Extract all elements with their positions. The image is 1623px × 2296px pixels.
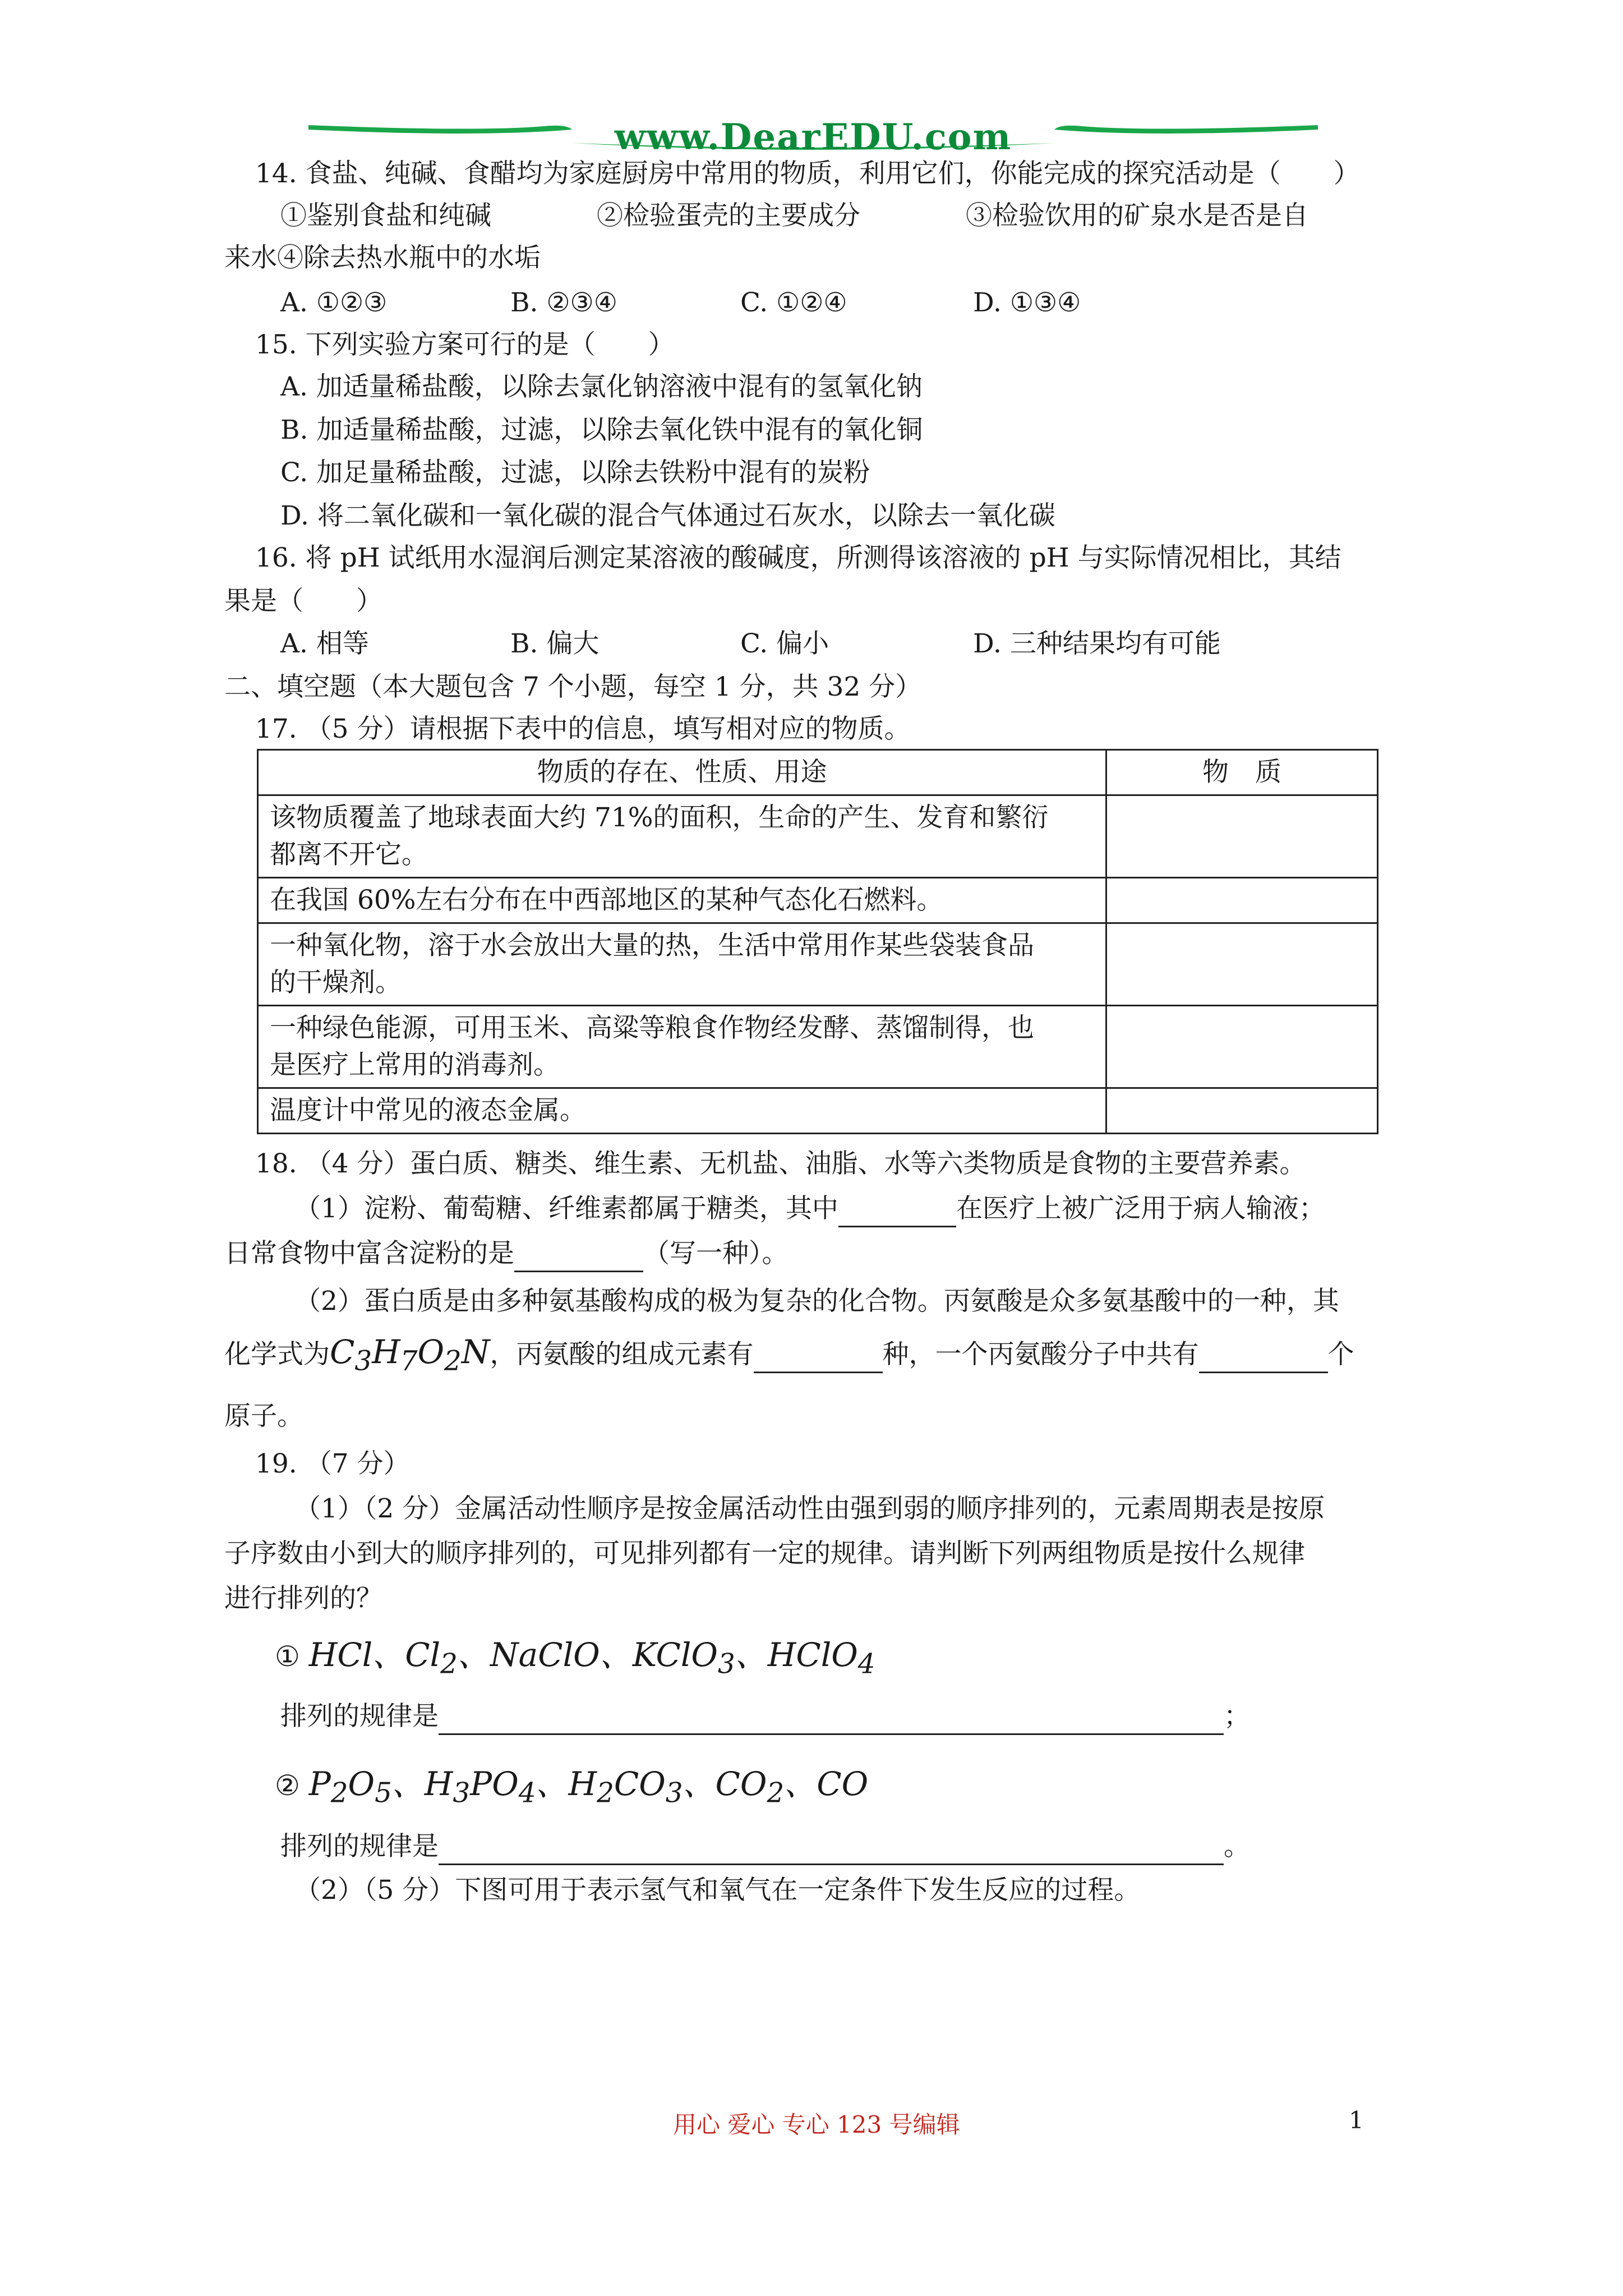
q18-p1-text: （写一种）。 — [643, 1238, 789, 1269]
q17-table — [257, 749, 1378, 1134]
q18-stem: 18. （4 分）蛋白质、糖类、维生素、无机盐、油脂、水等六类物质是食物的主要营养素。 — [255, 1148, 1306, 1179]
formula-sequence-2: $P_2O_5$、$H_3PO_4$、$H_2CO_3$、$CO_2$、CO — [308, 1765, 869, 1809]
desc-line: 是医疗上常用的消毒剂。 — [270, 1050, 560, 1080]
q15-option-b: B. 加适量稀盐酸，过滤，以除去氧化铁中混有的氧化铜 — [280, 415, 923, 445]
rule-line-2 — [280, 1830, 1250, 1865]
table-header-row — [258, 750, 1378, 795]
site-header-logo — [308, 109, 1318, 160]
desc-line: 一种绿色能源，可用玉米、高粱等粮食作物经发酵、蒸馏制得，也 — [270, 1013, 1034, 1043]
q18-p2-text: ，丙氨酸的组成元素有 — [490, 1339, 754, 1370]
q19-part1-line1: （1）（2 分）金属活动性顺序是按金属活动性由强到弱的顺序排列的，元素周期表是按原 — [294, 1493, 1325, 1524]
table-cell-answer[interactable] — [1106, 1088, 1378, 1134]
table-row — [258, 795, 1378, 878]
table-cell-answer[interactable] — [1106, 1006, 1378, 1088]
table-cell-desc — [258, 1088, 1106, 1134]
footer-note: 用心 爱心 专心 123 号编辑 — [673, 2111, 960, 2138]
q18-p1-text: 在医疗上被广泛用于病人输液； — [956, 1193, 1325, 1224]
formula-sequence-1: HCl、$Cl_2$、NaClO、KClO$_3$、HClO$_4$ — [308, 1636, 875, 1680]
table-cell-desc — [258, 1006, 1106, 1088]
answer-blank[interactable] — [838, 1192, 956, 1227]
q18-p2-text: 个 — [1327, 1339, 1354, 1370]
table-cell-answer[interactable] — [1106, 923, 1378, 1006]
q16-option-a: A. 相等 — [280, 628, 369, 659]
q14-option-c: C. ①②④ — [740, 287, 847, 318]
q18-p1-text: 日常食物中富含淀粉的是 — [224, 1238, 514, 1269]
q14-option-d: D. ①③④ — [973, 287, 1081, 318]
rule-end-punct: 。 — [1224, 1831, 1250, 1862]
table-cell-desc — [258, 878, 1106, 923]
table-cell-answer[interactable] — [1106, 878, 1378, 923]
desc-line: 温度计中常见的液态金属。 — [270, 1095, 586, 1126]
q16-option-d: D. 三种结果均有可能 — [973, 628, 1221, 659]
q16-option-b: B. 偏大 — [510, 628, 600, 659]
q18-p1-text: （1）淀粉、葡萄糖、纤维素都属于糖类，其中 — [294, 1193, 838, 1224]
q15-option-c: C. 加足量稀盐酸，过滤，以除去铁粉中混有的炭粉 — [280, 457, 870, 488]
q14-option-b: B. ②③④ — [510, 287, 617, 318]
q19-stem: 19. （7 分） — [255, 1448, 410, 1479]
table-row — [258, 923, 1378, 1006]
q18-part2-line2 — [224, 1335, 1354, 1378]
answer-blank[interactable] — [1199, 1338, 1328, 1373]
formula-group-1 — [275, 1635, 875, 1684]
rule-end-punct: ； — [1224, 1701, 1250, 1732]
q16-stem: 16. 将 pH 试纸用水湿润后测定某溶液的酸碱度，所测得该溶液的 pH 与实际情况相比，其结 — [255, 542, 1341, 573]
q15-stem: 15. 下列实验方案可行的是（ ） — [255, 329, 675, 360]
table-header-desc: 物质的存在、性质、用途 — [258, 750, 1106, 795]
q18-part1-line1 — [294, 1192, 1325, 1227]
answer-blank[interactable] — [439, 1700, 1224, 1735]
q15-option-d: D. 将二氧化碳和一氧化碳的混合气体通过石灰水，以除去一氧化碳 — [280, 500, 1055, 531]
q18-part2-line1: （2）蛋白质是由多种氨基酸构成的极为复杂的化合物。丙氨酸是众多氨基酸中的一种，其 — [294, 1286, 1339, 1317]
q18-p2-text: 种，一个丙氨酸分子中共有 — [882, 1339, 1199, 1370]
q18-part1-line2 — [224, 1237, 789, 1272]
desc-line: 该物质覆盖了地球表面大约 71%的面积，生命的产生、发育和繁衍 — [270, 802, 1049, 833]
q19-part1-line3: 进行排列的？ — [224, 1583, 382, 1614]
q14-stem: 14. 食盐、纯碱、食醋均为家庭厨房中常用的物质，利用它们，你能完成的探究活动是（ ） — [255, 158, 1360, 189]
rule-label: 排列的规律是 — [280, 1701, 439, 1732]
q18-p2-text: 化学式为 — [224, 1339, 330, 1370]
answer-blank[interactable] — [439, 1830, 1224, 1865]
desc-line: 的干燥剂。 — [270, 967, 402, 998]
desc-line: 一种氧化物，溶于水会放出大量的热，生活中常用作某些袋装食品 — [270, 930, 1034, 961]
table-cell-answer[interactable] — [1106, 795, 1378, 878]
circled-number-2: ② — [275, 1769, 300, 1802]
desc-line: 在我国 60%左右分布在中西部地区的某种气态化石燃料。 — [270, 885, 943, 915]
formula-group-2 — [275, 1764, 868, 1813]
alanine-formula: $C_3H_7O_2N$ — [330, 1333, 490, 1377]
page-number: 1 — [1349, 2106, 1364, 2134]
table-cell-desc — [258, 795, 1106, 878]
answer-blank[interactable] — [754, 1338, 883, 1373]
q15-option-a: A. 加适量稀盐酸，以除去氯化钠溶液中混有的氢氧化钠 — [280, 371, 923, 402]
q18-part2-line3: 原子。 — [224, 1401, 303, 1432]
q14-option-a: A. ①②③ — [280, 287, 388, 318]
section-title: 二、填空题（本大题包含 7 个小题，每空 1 分，共 32 分） — [224, 671, 922, 702]
table-row — [258, 1006, 1378, 1088]
rule-label: 排列的规律是 — [280, 1831, 439, 1862]
rule-line-1 — [280, 1700, 1250, 1735]
q19-part2: （2）（5 分）下图可用于表示氢气和氧气在一定条件下发生反应的过程。 — [294, 1875, 1141, 1906]
table-row — [258, 878, 1378, 923]
circled-number-1: ① — [275, 1640, 300, 1673]
site-name[interactable]: www.DearEDU.com — [614, 116, 1012, 158]
answer-blank[interactable] — [514, 1237, 643, 1272]
q16-stem-cont: 果是（ ） — [224, 586, 382, 616]
table-row — [258, 1088, 1378, 1134]
q14-items: ①鉴别食盐和纯碱 ②检验蛋壳的主要成分 ③检验饮用的矿泉水是否是自 — [280, 200, 1308, 231]
q16-option-c: C. 偏小 — [740, 628, 829, 659]
q14-items-cont: 来水④除去热水瓶中的水垢 — [224, 242, 541, 273]
table-cell-desc — [258, 923, 1106, 1006]
q19-part1-line2: 子序数由小到大的顺序排列的，可见排列都有一定的规律。请判断下列两组物质是按什么规律 — [224, 1538, 1305, 1569]
q17-stem: 17. （5 分）请根据下表中的信息，填写相对应的物质。 — [255, 714, 911, 744]
desc-line: 都离不开它。 — [270, 839, 428, 870]
table-header-substance: 物 质 — [1106, 750, 1378, 795]
